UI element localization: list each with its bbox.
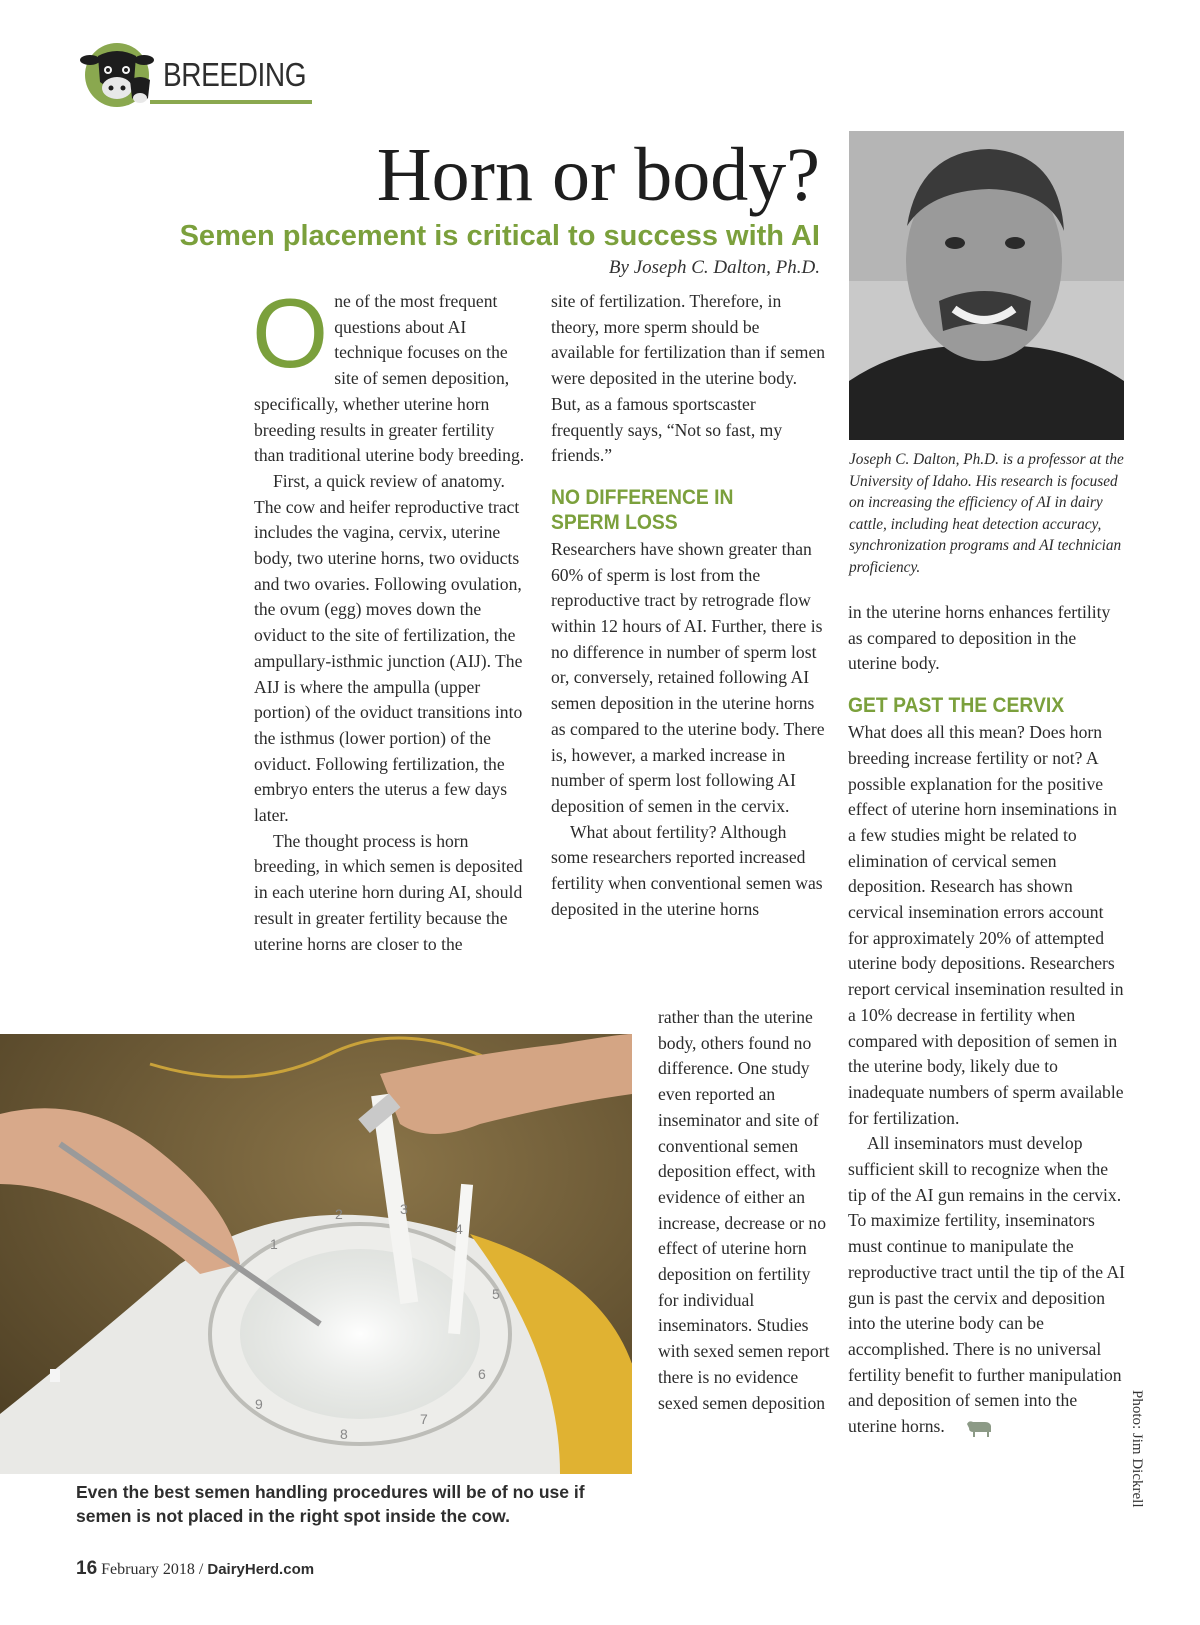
- tank-digit: 8: [340, 1426, 348, 1442]
- footer-separator: /: [198, 1561, 204, 1578]
- paragraph-text: All inseminators must develop sufficient skill to recognize when the tip of the AI gun remains in the cervix. To maximize fertility, inseminators must continue to manipulate the reproductive tract until the tip of the AI gun is past the cervix and deposition into the uterine body can be accomplished. There is no universal fertility benefit to further manipulation and deposition of semen into the uterine horns.: [848, 1133, 1126, 1437]
- photo-illustration: [0, 1034, 632, 1474]
- tank-digit: 3: [400, 1201, 408, 1217]
- tank-digit: 1: [270, 1236, 278, 1252]
- author-portrait: [849, 131, 1124, 440]
- tank-digit: 9: [255, 1396, 263, 1412]
- paragraph: site of fertilization. Therefore, in theory, more sperm should be available for fertilization than if semen were deposited in the uterine body. But, as a famous sportscaster frequently says, “Not so fast, my friends.”: [551, 291, 826, 466]
- section-heading: NO DIFFERENCE IN SPERM LOSS: [551, 485, 734, 534]
- paragraph: rather than the uterine body, others found no difference. One study even reported an inseminator and site of conventional semen deposition effect, with evidence of either an increase, decrease or no effect of uterine horn deposition on fertility for individual inseminators. Studies with sexed semen report there is no evidence sexed semen deposition: [658, 1007, 830, 1413]
- issue-date: February 2018: [101, 1561, 195, 1578]
- tank-digit: 4: [455, 1221, 463, 1237]
- paragraph-text: ne of the most frequent questions about AI technique focuses on the site of semen deposition, specifically, whether uterine horn breeding results in greater fertility than traditional uterine body breeding.: [254, 291, 525, 466]
- tank-digit: 5: [492, 1286, 500, 1302]
- paragraph: What does all this mean? Does horn breeding increase fertility or not? A possible explanation for the positive effect of uterine horn inseminations in a few studies might be related to elimination of cervical semen deposition. Research has shown cervical insemination errors account for approximately 20% of attempted uterine body depositions. Researchers report cervical insemination resulted in a 10% decrease in fertility when compared with deposition of semen in the uterine body, likely due to inadequate numbers of sperm available for fertilization.: [848, 722, 1124, 1128]
- paragraph: First, a quick review of anatomy. The cow and heifer reproductive tract includes the vagina, cervix, uterine body, two uterine horns, two oviducts and two ovaries. Following ovulation, the ovum (egg) moves down the oviduct to the site of fertilization, the ampullary-isthmic junction (AIJ). The AIJ is where the ampulla (upper portion) of the oviduct transitions into the isthmus (lower portion) of the oviduct. Following fertilization, the embryo enters the uterus a few days later.: [254, 470, 523, 826]
- portrait-caption: Joseph C. Dalton, Ph.D. is a professor at the University of Idaho. His research is focused on increasing the efficiency of AI in dairy cattle, including heat detection accuracy, synchronization programs and AI technician proficiency.: [849, 451, 1124, 576]
- photo-caption: Even the best semen handling procedures will be of no use if semen is not placed in the right spot inside the cow.: [76, 1482, 585, 1526]
- photo-credit: Photo: Jim Dickrell: [1129, 1390, 1145, 1508]
- paragraph: [848, 1131, 1126, 1439]
- portrait-illustration: [849, 131, 1124, 440]
- section-label: BREEDING: [163, 56, 307, 93]
- section-underline: [150, 100, 312, 104]
- paragraph: The thought process is horn breeding, in which semen is deposited in each uterine horn during AI, should result in greater fertility because the uterine horns are closer to the: [254, 830, 523, 954]
- article-byline: By Joseph C. Dalton, Ph.D.: [608, 257, 820, 278]
- page-number: 16: [76, 1558, 98, 1579]
- article-subhead: Semen placement is critical to success with AI: [179, 220, 820, 252]
- tank-digit: 6: [478, 1366, 486, 1382]
- column-3: [848, 600, 1126, 1440]
- paragraph: in the uterine horns enhances fertility as compared to deposition in the uterine body.: [848, 602, 1111, 674]
- page-footer: [76, 1558, 314, 1580]
- tank-digit: 7: [420, 1411, 428, 1427]
- drop-cap: O: [252, 278, 329, 388]
- article-headline: Horn or body?: [376, 133, 820, 217]
- tank-digit: 2: [335, 1206, 343, 1222]
- semen-tank-photo: [0, 1034, 632, 1474]
- site-name: DairyHerd.com: [207, 1561, 315, 1578]
- cow-silhouette-icon: [965, 1418, 993, 1438]
- cow-head-icon: [78, 42, 156, 108]
- paragraph: Researchers have shown greater than 60% of sperm is lost from the reproductive tract by retrograde flow within 12 hours of AI. Further, there is no difference in number of sperm lost or, conversely, retained following AI semen deposition in the uterine horns as compared to the uterine body. There is, however, a marked increase in number of sperm lost following AI deposition of semen in the cervix.: [551, 538, 825, 816]
- section-heading: GET PAST THE CERVIX: [848, 694, 1065, 718]
- paragraph: [252, 278, 529, 469]
- paragraph: What about fertility? Although some researchers reported increased fertility when conventional semen was deposited in the uterine horns: [551, 821, 823, 919]
- column-1: [252, 278, 529, 957]
- column-2: [551, 289, 826, 922]
- column-2-continued: [658, 1005, 830, 1416]
